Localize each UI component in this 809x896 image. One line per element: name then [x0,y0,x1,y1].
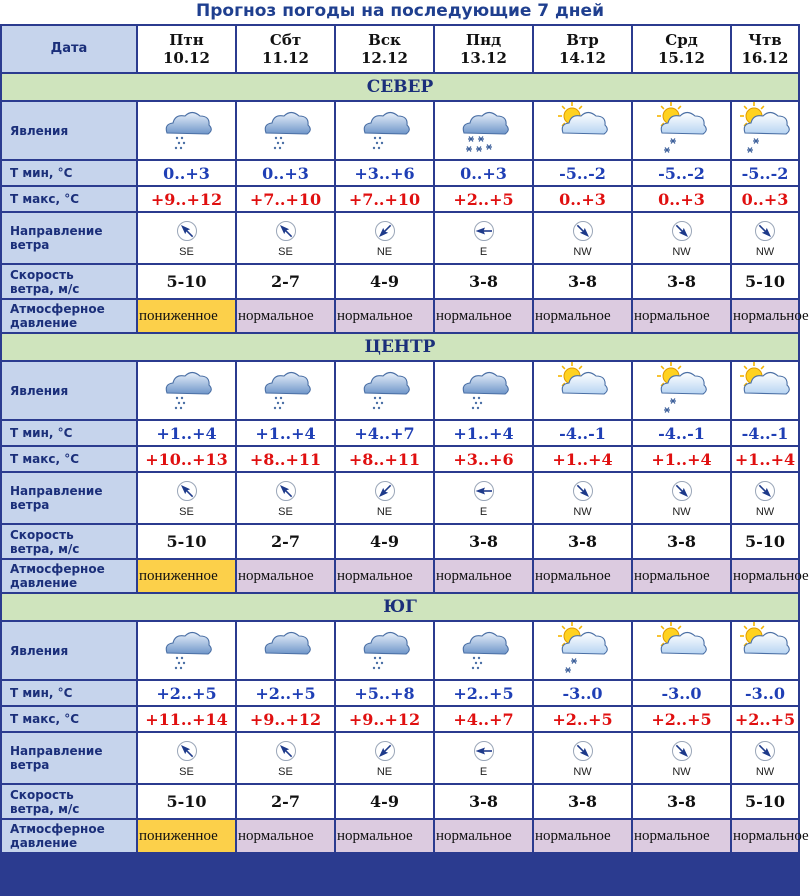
cloud-rain-icon [138,363,235,419]
day-date: 15.12 [658,49,705,67]
weather-cell [237,622,334,679]
row-label [2,681,136,705]
tmin-value: -5..-2 [534,161,631,185]
row-label [2,187,136,211]
wind-speed-value: 5-10 [732,785,798,818]
tmax-value: +10..+13 [138,447,235,471]
wind-speed-value: 3-8 [435,785,532,818]
wind-speed-value: 5-10 [138,525,235,558]
sun-cloud-snow-icon [732,103,798,159]
pressure-value: нормальное [237,560,334,592]
weather-cell [633,102,730,159]
wind-dir-cell [435,733,532,783]
row-label [2,820,136,852]
row-label-text: ветра [10,498,50,512]
row-label-text: Т макс, °С [10,452,80,466]
wind-dir-cell [732,213,798,263]
row-label [2,560,136,592]
day-name: Втр [566,31,599,49]
pressure-value: нормальное [336,560,433,592]
pressure-value: нормальное [732,560,798,592]
row-label-text: Атмосферное [10,302,105,316]
pressure-value: нормальное [435,820,532,852]
row-label-text: Направление [10,224,103,238]
sun-cloud-icon [732,623,798,679]
cloud-rain-icon [336,623,433,679]
pressure-value: нормальное [633,820,730,852]
cloud-rain-icon [237,103,334,159]
cloud-rain-icon [336,363,433,419]
wind-dir-cell [534,213,631,263]
cloud-icon [237,623,334,679]
wind-dir-cell [534,733,631,783]
row-label [2,622,136,679]
tmax-value: +2..+5 [732,707,798,731]
pressure-value: нормальное [534,300,631,332]
wind-dir-label: NE [376,766,393,778]
row-label-text: Атмосферное [10,562,105,576]
row-label-text: ветра, м/с [10,281,80,296]
phenomena-row [2,102,798,159]
wind-dir-label: NW [672,766,691,778]
tmax-value: +9..+12 [237,707,334,731]
tmin-value: 0..+3 [237,161,334,185]
tmin-row [2,421,798,445]
wind-dir-cell [435,213,532,263]
weather-cell [534,362,631,419]
tmin-value: +1..+4 [237,421,334,445]
day-name: Срд [665,31,698,49]
weather-cell [138,102,235,159]
wind-arrow-icon [435,220,532,245]
wind-arrow-icon [435,480,532,505]
wind-arrow-icon [237,740,334,765]
day-name: Вск [368,31,401,49]
tmax-value: +7..+10 [336,187,433,211]
tmin-value: 0..+3 [138,161,235,185]
row-label [2,421,136,445]
row-label [2,213,136,263]
wind-dir-label: SE [179,766,194,778]
tmin-value: -5..-2 [732,161,798,185]
wind-speed-value: 4-9 [336,785,433,818]
row-label-text: Скорость [10,527,74,542]
tmax-row [2,447,798,471]
row-label-text: Т макс, °С [10,712,80,726]
wind-dir-label: SE [179,506,194,518]
row-label-text: ветра, м/с [10,541,80,556]
region-title: ЮГ [2,594,798,620]
wind-dir-cell [237,733,334,783]
phenomena-row [2,622,798,679]
tmax-value: 0..+3 [534,187,631,211]
row-label-text: Т мин, °С [10,166,73,180]
wind-arrow-icon [237,220,334,245]
wind-arrow-icon [138,220,235,245]
tmax-value: +2..+5 [633,707,730,731]
forecast-frame [0,24,809,896]
wind-dir-cell [633,213,730,263]
wind-arrow-icon [435,740,532,765]
wind-arrow-icon [336,740,433,765]
day-header [534,26,631,72]
wind-dir-cell [732,473,798,523]
tmin-value: 0..+3 [435,161,532,185]
wind-arrow-icon [633,480,730,505]
weather-cell [237,362,334,419]
day-date: 11.12 [262,49,309,67]
wind-arrow-icon [336,220,433,245]
pressure-value: нормальное [237,820,334,852]
pressure-value: нормальное [732,820,798,852]
region-row [2,594,798,620]
wind-speed-value: 3-8 [534,265,631,298]
wind-dir-cell [138,473,235,523]
row-label-text: Направление [10,744,103,758]
row-label-text: Скорость [10,267,74,282]
row-label-text: Атмосферное [10,822,105,836]
wind-dir-label: NW [573,246,592,258]
wind-speed-value: 2-7 [237,785,334,818]
day-date: 16.12 [741,49,789,67]
tmin-value: +4..+7 [336,421,433,445]
pressure-value: нормальное [534,820,631,852]
wind-dir-label: SE [278,246,293,258]
pressure-value: нормальное [435,300,532,332]
cloud-rain-icon [237,363,334,419]
row-label-text: давление [10,836,78,850]
wind-arrow-icon [732,740,798,765]
wind-dir-cell [534,473,631,523]
row-label-text: Явления [10,123,69,138]
wind-arrow-icon [138,480,235,505]
day-name: Пнд [465,31,502,49]
wind-dir-cell [732,733,798,783]
region-row [2,334,798,360]
row-label-text: Т мин, °С [10,686,73,700]
tmax-value: +9..+12 [336,707,433,731]
day-date: 12.12 [361,49,408,67]
row-label-text: ветра [10,758,50,772]
pressure-value: нормальное [732,300,798,332]
tmin-row [2,161,798,185]
tmin-value: -4..-1 [534,421,631,445]
pressure-value: пониженное [138,560,235,592]
wind-arrow-icon [336,480,433,505]
weather-cell [534,622,631,679]
tmax-value: +3..+6 [435,447,532,471]
day-header [732,26,798,72]
row-label [2,265,136,298]
wind-arrow-icon [138,740,235,765]
row-label [2,102,136,159]
wind-dir-label: NW [755,246,775,258]
tmax-value: +8..+11 [237,447,334,471]
day-date: 13.12 [460,49,507,67]
sun-cloud-icon [633,623,730,679]
wind-dir-cell [138,213,235,263]
sun-cloud-icon [732,363,798,419]
wind-speed-value: 3-8 [534,785,631,818]
wind-dir-label: E [479,506,488,518]
wind-speed-row [2,525,798,558]
wind-speed-value: 3-8 [534,525,631,558]
weather-cell [732,102,798,159]
sun-cloud-snow-icon [633,103,730,159]
wind-arrow-icon [633,740,730,765]
day-header [138,26,235,72]
row-label-text: давление [10,316,78,330]
row-label-text: Скорость [10,787,74,802]
wind-arrow-icon [633,220,730,245]
wind-dir-label: NW [755,766,775,778]
region-title: ЦЕНТР [2,334,798,360]
cloud-rain-icon [138,103,235,159]
tmax-value: +1..+4 [534,447,631,471]
tmax-value: +11..+14 [138,707,235,731]
wind-dir-cell [633,733,730,783]
tmin-value: +1..+4 [435,421,532,445]
wind-dir-label: NE [376,246,393,258]
wind-speed-value: 3-8 [633,785,730,818]
row-label [2,525,136,558]
wind-speed-value: 3-8 [435,265,532,298]
sun-cloud-icon [534,103,631,159]
wind-dir-label: SE [278,766,293,778]
weather-cell [633,622,730,679]
tmin-value: -5..-2 [633,161,730,185]
wind-dir-label: NW [672,246,691,258]
weather-cell [336,622,433,679]
row-label-text: ветра, м/с [10,801,80,816]
wind-dir-label: SE [278,506,293,518]
day-name: Чтв [748,31,782,49]
row-label [2,300,136,332]
wind-dir-cell [336,473,433,523]
wind-arrow-icon [534,740,631,765]
wind-arrow-icon [732,220,798,245]
row-label-text: Т макс, °С [10,192,80,206]
tmax-value: +1..+4 [732,447,798,471]
row-label-text: Явления [10,383,69,398]
tmax-value: +9..+12 [138,187,235,211]
pressure-value: нормальное [336,300,433,332]
day-name: Птн [169,31,204,49]
weather-cell [336,362,433,419]
wind-dir-cell [435,473,532,523]
day-date: 14.12 [559,49,606,67]
wind-dir-row [2,213,798,263]
weather-cell [138,362,235,419]
tmax-row [2,707,798,731]
wind-dir-row [2,733,798,783]
wind-dir-label: NW [573,506,592,518]
cloud-rain-icon [435,363,532,419]
wind-arrow-icon [534,480,631,505]
tmax-value: +2..+5 [534,707,631,731]
phenomena-row [2,362,798,419]
tmin-value: -3..0 [633,681,730,705]
tmax-value: +7..+10 [237,187,334,211]
tmax-value: 0..+3 [633,187,730,211]
region-row [2,74,798,100]
wind-dir-cell [336,213,433,263]
weather-cell [435,362,532,419]
wind-arrow-icon [237,480,334,505]
wind-dir-label: E [479,766,488,778]
cloud-rain-icon [435,623,532,679]
tmin-row [2,681,798,705]
tmax-value: +1..+4 [633,447,730,471]
tmax-value: 0..+3 [732,187,798,211]
tmin-value: +2..+5 [138,681,235,705]
wind-dir-label: NE [376,506,393,518]
page-title: Прогноз погоды на последующие 7 дней [196,1,604,21]
weather-cell [336,102,433,159]
tmax-value: +2..+5 [435,187,532,211]
pressure-value: пониженное [138,820,235,852]
pressure-value: нормальное [633,560,730,592]
wind-speed-value: 5-10 [138,785,235,818]
wind-speed-value: 3-8 [633,525,730,558]
wind-speed-value: 4-9 [336,265,433,298]
weather-cell [237,102,334,159]
wind-dir-label: SE [179,246,194,258]
wind-dir-cell [138,733,235,783]
day-date: 10.12 [163,49,210,67]
row-label-text: Направление [10,484,103,498]
pressure-value: нормальное [633,300,730,332]
row-label-text: ветра [10,238,50,252]
weather-cell [435,102,532,159]
wind-dir-row [2,473,798,523]
pressure-value: нормальное [237,300,334,332]
tmin-value: +1..+4 [138,421,235,445]
wind-speed-value: 3-8 [633,265,730,298]
wind-dir-cell [336,733,433,783]
day-header [633,26,730,72]
row-label-text: Т мин, °С [10,426,73,440]
weather-cell [138,622,235,679]
sun-cloud-snow-icon [633,363,730,419]
day-name: Сбт [269,31,302,49]
row-label [2,785,136,818]
pressure-value: нормальное [435,560,532,592]
tmin-value: -4..-1 [633,421,730,445]
pressure-value: нормальное [336,820,433,852]
wind-speed-value: 5-10 [732,525,798,558]
wind-speed-row [2,265,798,298]
row-label [2,447,136,471]
wind-dir-label: NW [573,766,592,778]
header-row [2,26,798,72]
wind-arrow-icon [732,480,798,505]
tmax-value: +8..+11 [336,447,433,471]
wind-speed-value: 2-7 [237,265,334,298]
row-label [2,707,136,731]
pressure-value: пониженное [138,300,235,332]
day-header [435,26,532,72]
row-label-text: давление [10,576,78,590]
cloud-rain-icon [336,103,433,159]
date-label: Дата [2,26,136,72]
row-label [2,473,136,523]
wind-dir-label: NW [672,506,691,518]
pressure-row [2,820,798,852]
tmax-row [2,187,798,211]
row-label [2,362,136,419]
day-header [336,26,433,72]
cloud-snow-icon [435,103,532,159]
tmin-value: +3..+6 [336,161,433,185]
pressure-row [2,300,798,332]
weather-cell [435,622,532,679]
forecast-table [0,24,809,854]
wind-dir-cell [237,213,334,263]
tmin-value: +2..+5 [435,681,532,705]
sun-cloud-snow-icon [534,623,631,679]
tmin-value: -3..0 [534,681,631,705]
wind-speed-value: 2-7 [237,525,334,558]
tmin-value: +2..+5 [237,681,334,705]
wind-arrow-icon [534,220,631,245]
tmin-value: +5..+8 [336,681,433,705]
weather-cell [633,362,730,419]
tmin-value: -3..0 [732,681,798,705]
wind-dir-label: E [479,246,488,258]
wind-dir-label: NW [755,506,775,518]
wind-speed-value: 5-10 [732,265,798,298]
wind-dir-cell [633,473,730,523]
wind-speed-value: 5-10 [138,265,235,298]
wind-speed-value: 3-8 [435,525,532,558]
region-title: СЕВЕР [2,74,798,100]
row-label [2,733,136,783]
weather-cell [732,622,798,679]
pressure-value: нормальное [534,560,631,592]
sun-cloud-icon [534,363,631,419]
tmax-value: +4..+7 [435,707,532,731]
day-header [237,26,334,72]
wind-speed-value: 4-9 [336,525,433,558]
row-label [2,161,136,185]
pressure-row [2,560,798,592]
tmin-value: -4..-1 [732,421,798,445]
weather-cell [732,362,798,419]
wind-dir-cell [237,473,334,523]
cloud-rain-icon [138,623,235,679]
wind-speed-row [2,785,798,818]
row-label-text: Явления [10,643,69,658]
weather-cell [534,102,631,159]
